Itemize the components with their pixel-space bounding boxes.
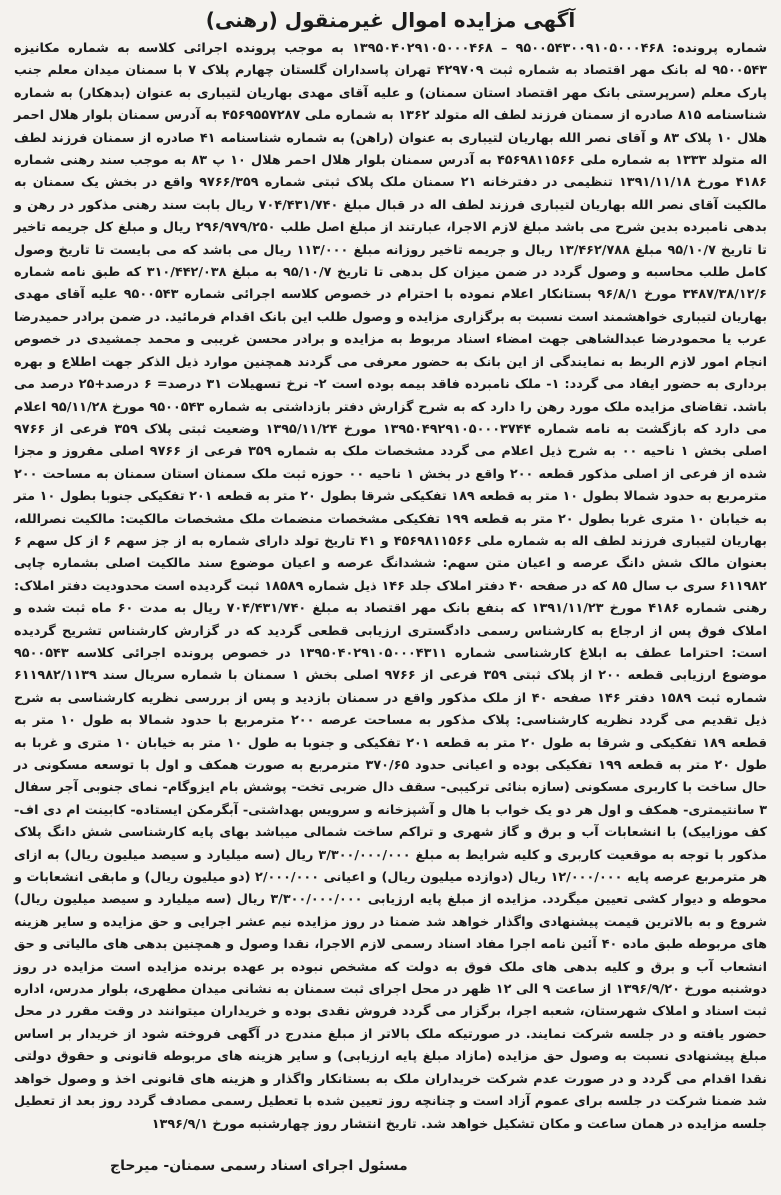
notice-signature: مسئول اجرای اسناد رسمی سمنان- میرحاج	[110, 1158, 408, 1174]
notice-body: شماره پرونده: ۹۵۰۰۵۴۳۰۰۹۱۰۵۰۰۰۴۶۸ – ۱۳۹۵۰۴۰۲۹۱۰۵۰۰۰۴۶۸ به موجب پرونده اجرائی کلاسه به شماره مکانیزه ۹۵۰۰۵۴۳ له بانک مهر اقتصاد به شماره ثبت ۴۲۹۷۰۹ تهران پاسداران گلستان چهارم پلاک ۷ با سمنان میدان معلم جنب پارک معلم (سرپرستی بانک مهر اقتصاد استان سمنان) و علیه آقای مهدی بهاریان لتیباری به عنوان (بدهکار) به شماره شناسنامه ۸۱۵ صادره از سمنان فرزند لطف اله متولد ۱۳۶۲ به شماره ملی ۴۵۶۹۵۵۷۲۸۷ به آدرس سمنان بلوار هلال احمر هلال ۱۰ پلاک ۸۳ و آقای نصر الله بهاریان لتیباری به عنوان (راهن) به شماره شناسنامه ۴۱ صادره از سمنان فرزند لطف اله متولد ۱۳۳۳ به شماره ملی ۴۵۶۹۸۱۱۵۶۶ به آدرس سمنان بلوار هلال احمر هلال ۱۰ پ ۸۳ به موجب سند رهنی شماره ۴۱۸۶ مورخ ۱۳۹۱/۱۱/۱۸ تنظیمی در دفترخانه ۲۱ سمنان ملک پلاک ثبتی شماره ۹۷۶۶/۳۵۹ واقع در بخش یک سمنان به مالکیت آقای نصر الله بهاریان لتیباری فرزند لطف اله در قبال مبلغ ۷۰۴/۴۳۱/۷۴۰ ریال بابت سند رهنی مذکور در رهن و بدهی نامبرده بدین شرح می باشد مبلغ لازم الاجرا، عبارتند از مبلغ اصل طلب ۲۹۶/۹۷۹/۲۵۰ ریال و مبلغ کل جریمه تاخیر تا تاریخ ۹۵/۱۰/۷ مبلغ ۱۳/۴۶۲/۷۸۸ ریال و جریمه تاخیر روزانه مبلغ ۱۱۳/۰۰۰ ریال می باشد که می بایست تا تاریخ وصول کامل طلب محاسبه و وصول گردد در ضمن میزان کل بدهی تا تاریخ ۹۵/۱۰/۷ به مبلغ ۳۱۰/۴۴۲/۰۳۸ که طبق نامه شماره ۳۴۸۷/۳۸/۱۲/۶ مورخ ۹۶/۸/۱ بستانکار اعلام نموده با احترام در خصوص کلاسه اجرائی شماره ۹۵۰۰۵۴۳ علیه آقای مهدی بهاریان لتیباری خواهشمند است نسبت به برگزاری مزایده و وصول طلب این بانک اقدام فرمائید. در ضمن برادر حمیدرضا عرب یا محمودرضا عبدالشاهی جهت امضاء اسناد مربوط به مزایده و برادر محسن غریبی و محمد جمشیدی در خصوص انجام امور لازم الربط به نمایندگی از این بانک به حضور معرفی می گردند همچنین موارد ذیل الذکر جهت اطلاع و بهره برداری به حضور ایفاد می گردد: ۱- ملک نامبرده فاقد بیمه بوده است ۲- نرخ تسهیلات ۳۱ درصد= ۶ درصد+۲۵ درصد می باشد. تقاضای مزایده ملک مورد رهن را دارد که به شرح گزارش دفتر بازداشتی به شماره ۹۵۰۰۵۴۳ مورخ ۹۵/۱۱/۲۸ اعلام می دارد که بازگشت به نامه شماره ۱۳۹۵۰۴۹۲۹۱۰۵۰۰۰۳۷۴۴ مورخ ۱۳۹۵/۱۱/۲۴ وضعیت ثبتی پلاک ۳۵۹ فرعی از ۹۷۶۶ اصلی بخش ۱ ناحیه ۰۰ به شرح ذیل اعلام می گردد مشخصات ملک به شماره ۳۵۹ فرعی از ۹۷۶۶ اصلی مفروز و مجزا شده از فرعی از اصلی مذکور قطعه ۲۰۰ واقع در بخش ۱ ناحیه ۰۰ حوزه ثبت ملک سمنان استان سمنان به مساحت ۲۰۰ مترمربع به حدود شمالا بطول ۱۰ متر به قطعه ۱۸۹ تفکیکی شرقا بطول ۲۰ متر به قطعه ۲۰۱ تفکیکی جنوبا بطول ۱۰ متر به خیابان ۱۰ متری غربا بطول ۲۰ متر به قطعه ۱۹۹ تفکیکی مشخصات منضمات ملک مشخصات مالکیت: مالکیت نصرالله، بهاریان لتیباری فرزند لطف اله به شماره ملی ۴۵۶۹۸۱۱۵۶۶ و ۴۱ تاریخ تولد دارای شماره به از جز سهم ۶ از کل سهم ۶ بعنوان مالک شش دانگ عرصه و اعیان متن سهم: ششدانگ عرصه و اعیان موضوع سند مالکیت اصلی بشماره چاپی ۶۱۱۹۸۲ سری ب سال ۸۵ که در صفحه ۴۰ دفتر املاک جلد ۱۴۶ ذیل شماره ۱۸۵۸۹ ثبت گردیده است محدودیت دفتر املاک: رهنی شماره ۴۱۸۶ مورخ ۱۳۹۱/۱۱/۲۳ که بنفع بانک مهر اقتصاد به مبلغ ۷۰۴/۴۳۱/۷۴۰ ریال به مدت ۶۰ ماه ثبت شده و املاک فوق پس از ارجاع به کارشناس رسمی دادگستری ارزیابی قطعی گردید که در گزارش کارشناس تشریح گردیده است: احتراما عطف به ابلاغ کارشناسی شماره ۱۳۹۵۰۴۰۲۹۱۰۵۰۰۰۴۳۱۱ در خصوص پرونده اجرائی کلاسه ۹۵۰۰۵۴۳ موضوع ارزیابی قطعه ۲۰۰ از پلاک ثبتی ۳۵۹ فرعی از ۹۷۶۶ اصلی بخش ۱ سمنان با شماره سریال سند ۶۱۱۹۸۲/۱۱۳۹ شماره ثبت ۱۵۸۹ دفتر ۱۴۶ صفحه ۴۰ از ملک مذکور واقع در سمنان بازدید و پس از بررسی نظریه کارشناسی به شرح ذیل تقدیم می گردد نظریه کارشناسی: پلاک مذکور به مساحت عرصه ۲۰۰ مترمربع با حدود شمالا به طول ۱۰ متر به قطعه ۱۸۹ تفکیکی و شرقا به طول ۲۰ متر به قطعه ۲۰۱ تفکیکی و جنوبا به طول ۱۰ متر به خیابان ۱۰ متری و غربا به طول ۲۰ متر به قطعه ۱۹۹ تفکیکی بوده و اعیانی حدود ۳۷۰/۶۵ مترمربع به صورت همکف و اول با توسعه مسکونی در حال ساخت با کاربری مسکونی (سازه بنائی ترکیبی- سقف دال ضربی تخت- پوشش بام ایزوگام- نمای جنوبی آجر سفال ۳ سانتیمتری- همکف و اول هر دو یک خواب با هال و آشپزخانه و سرویس بهداشتی- آبگرمکن ایستاده- کابینت ام دی اف- کف موزاییک) با انشعابات آب و برق و گاز شهری و تراکم ساخت شمالی میباشد بهای پایه کارشناسی شش دانگ پلاک مذکور با توجه به موقعیت کاربری و کلیه شرایط به مبلغ ۳/۳۰۰/۰۰۰/۰۰۰ ریال (سه میلیارد و سیصد میلیون ریال) به ازای هر مترمربع عرصه پایه ۱۲/۰۰۰/۰۰۰ ریال (دوازده میلیون ریال) و اعیانی ۲/۰۰۰/۰۰۰ (دو میلیون ریال) و مابقی انشعابات و محوطه و دیوار کشی تعیین میگردد. مزایده از مبلغ پایه ارزیابی ۳/۳۰۰/۰۰۰/۰۰۰ ریال (سه میلیارد و سیصد میلیون ریال) شروع و به بالاترین قیمت پیشنهادی واگذار خواهد شد ضمنا در روز مزایده نیم عشر اجرایی و حق مزایده و سایر هزینه های مربوطه طبق ماده ۴۰ آئین نامه اجرا مفاد اسناد رسمی لازم الاجرا، نقدا وصول و همچنین بدهی های مالیاتی و حق انشعاب آب و برق و کلیه بدهی های ملک فوق به دولت که مشخص نبوده بر عهده برنده مزایده است مزایده در روز دوشنبه مورخ ۱۳۹۶/۹/۲۰ از ساعت ۹ الی ۱۲ ظهر در محل اجرای ثبت سمنان به نشانی میدان مطهری، بلوار مدرس، اداره ثبت اسناد و املاک شهرستان، شعبه اجرا، برگزار می گردد فروش نقدی بوده و خریداران میتوانند در وقت مقرر در محل حضور یافته و در جلسه شرکت نمایند. در صورتیکه ملک بالاتر از مبلغ مندرج در آگهی فروخته شود از خریدار بر اساس مبلغ پیشنهادی نسبت به وصول حق مزایده (مازاد مبلغ پایه ارزیابی) و سایر هزینه های مربوطه قانونی و حقوق دولتی نقدا اقدام می گردد و در صورت عدم شرکت خریداران ملک به بستانکار واگذار و هزینه های قانونی اخذ و وصول خواهد شد ضمنا شرکت در جلسه برای عموم آزاد است و چنانچه روز تعیین شده با تعطیل رسمی مصادف گردد روز بعد از تعطیل جلسه مزایده در همان ساعت و مکان تشکیل خواهد شد. تاریخ انتشار روز چهارشنبه مورخ ۱۳۹۶/۹/۱	[14, 41, 768, 1132]
notice-title: آگهی مزایده اموال غیرمنقول (رهنی)	[205, 8, 576, 32]
